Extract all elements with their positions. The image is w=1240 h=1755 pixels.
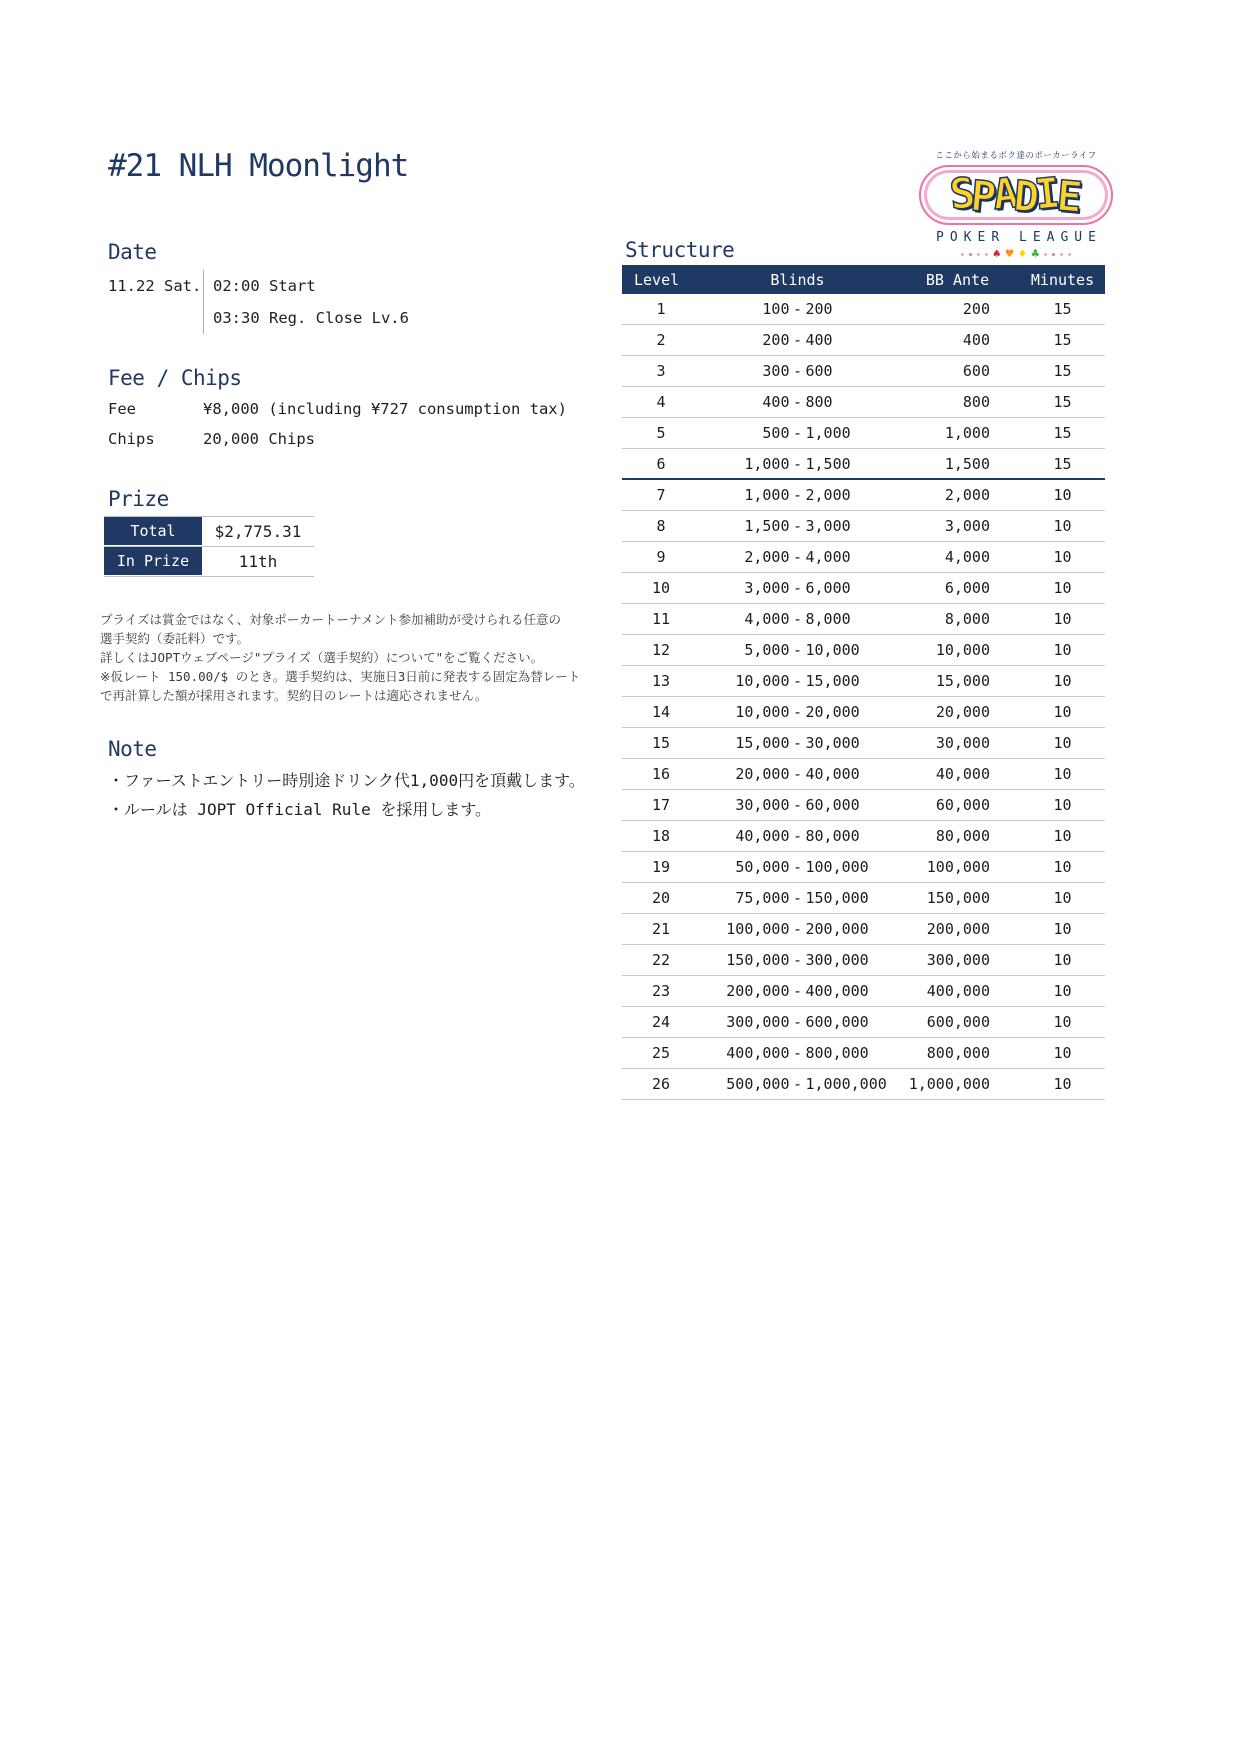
blinds-part: 4,000	[744, 610, 790, 628]
blinds-part: -	[792, 982, 803, 1000]
prize-row-inprize	[104, 547, 314, 577]
min-cell: 10	[1053, 889, 1072, 907]
logo-brand-letter: E	[1054, 170, 1084, 223]
min-cell: 15	[1053, 362, 1072, 380]
min-cell: 15	[1053, 424, 1072, 442]
blinds-part: 30,000	[735, 796, 790, 814]
structure-row	[622, 666, 1105, 697]
level-cell: 5	[656, 424, 666, 442]
level-cell: 1	[656, 300, 666, 318]
date-schedule-line: 03:30 Reg. Close Lv.6	[213, 309, 409, 327]
level-cell: 6	[656, 454, 666, 473]
blinds-part: 10,000	[735, 672, 790, 690]
structure-row	[622, 635, 1105, 666]
blinds-part: -	[792, 734, 803, 752]
ante-cell: 200,000	[926, 920, 990, 938]
prize-total-value: $2,775.31	[214, 522, 302, 541]
prize-total-label: Total	[104, 517, 202, 546]
logo-tagline: ここから始まるボク達のポーカーライフ	[935, 151, 1097, 161]
logo-subtitle: POKER LEAGUE	[936, 230, 1102, 245]
level-cell: 8	[656, 517, 666, 535]
level-cell: 3	[656, 362, 666, 380]
structure-row	[622, 1007, 1105, 1038]
ante-cell: 100,000	[926, 858, 990, 876]
level-cell: 4	[656, 393, 666, 411]
min-cell: 15	[1053, 454, 1072, 473]
structure-row	[622, 573, 1105, 604]
page-title: #21 NLH Moonlight	[108, 148, 409, 184]
blinds-cell	[700, 486, 895, 504]
section-structure	[622, 238, 1105, 1100]
blinds-part: -	[792, 300, 803, 318]
spade-icon: ♠	[992, 247, 1001, 262]
blinds-part: 600	[805, 362, 833, 380]
min-cell: 10	[1053, 517, 1072, 535]
blinds-part: 5,000	[744, 641, 790, 659]
prize-disclaimer	[100, 610, 580, 705]
disclaimer-line: ※仮レート 150.00/$ のとき。選手契約は、実施日3日前に発表する固定為替レート	[100, 669, 581, 684]
level-cell: 20	[651, 889, 671, 907]
blinds-part: -	[792, 920, 803, 938]
blinds-cell	[700, 424, 895, 442]
blinds-part: 40,000	[735, 827, 790, 845]
blinds-part: 200,000	[805, 920, 869, 938]
blinds-part: -	[792, 610, 803, 628]
structure-row	[622, 790, 1105, 821]
min-cell: 10	[1053, 610, 1072, 628]
level-cell: 2	[656, 331, 666, 349]
blinds-part: 20,000	[805, 703, 860, 721]
blinds-part: 500	[762, 424, 790, 442]
disclaimer-line: で再計算した額が採用されます。契約日のレートは適応されません。	[100, 688, 488, 703]
min-cell: 10	[1053, 1013, 1072, 1031]
heart-icon: ♥	[1005, 247, 1014, 262]
logo-brand-text	[947, 167, 1084, 223]
blinds-cell	[700, 889, 895, 907]
level-cell: 14	[651, 703, 671, 721]
min-cell: 10	[1053, 1075, 1072, 1093]
structure-row	[622, 759, 1105, 790]
blinds-cell	[700, 858, 895, 876]
prize-row-total	[104, 517, 314, 547]
min-cell: 10	[1053, 858, 1072, 876]
chips-value: 20,000 Chips	[203, 430, 315, 448]
structure-row	[622, 387, 1105, 418]
level-cell: 19	[651, 858, 671, 876]
logo-brand-letter: P	[969, 170, 999, 223]
blinds-part: -	[792, 362, 803, 380]
blinds-cell	[700, 765, 895, 783]
ante-cell: 40,000	[935, 765, 990, 783]
min-cell: 10	[1053, 982, 1072, 1000]
min-cell: 10	[1053, 951, 1072, 969]
prize-inprize-value: 11th	[238, 552, 278, 571]
blinds-part: 1,000,000	[805, 1075, 887, 1093]
blinds-part: 800,000	[805, 1044, 869, 1062]
structure-row	[622, 1069, 1105, 1100]
blinds-part: 200,000	[726, 982, 790, 1000]
blinds-part: -	[792, 393, 803, 411]
blinds-part: 200	[805, 300, 833, 318]
structure-row	[622, 542, 1105, 573]
structure-table-header	[622, 265, 1105, 294]
level-cell: 24	[651, 1013, 671, 1031]
blinds-part: -	[792, 579, 803, 597]
blinds-part: 300,000	[726, 1013, 790, 1031]
blinds-part: 75,000	[735, 889, 790, 907]
structure-row	[622, 945, 1105, 976]
structure-row	[622, 294, 1105, 325]
blinds-cell	[700, 610, 895, 628]
structure-row	[622, 325, 1105, 356]
blinds-part: -	[792, 548, 803, 566]
blinds-cell	[700, 827, 895, 845]
blinds-part: -	[792, 517, 803, 535]
blinds-part: 400	[805, 331, 833, 349]
blinds-part: 1,000	[744, 486, 790, 504]
level-cell: 11	[651, 610, 671, 628]
note-heading: Note	[108, 737, 157, 761]
note-item: ・ファーストエントリー時別途ドリンク代1,000円を頂戴します。	[108, 771, 585, 790]
blinds-part: -	[792, 951, 803, 969]
min-cell: 10	[1053, 734, 1072, 752]
level-cell: 25	[651, 1044, 671, 1062]
blinds-part: 400	[762, 393, 790, 411]
ante-cell: 400	[962, 331, 990, 349]
ante-cell: 30,000	[935, 734, 990, 752]
ante-cell: 200	[962, 300, 990, 318]
ante-cell: 1,000,000	[908, 1075, 990, 1093]
blinds-part: -	[792, 486, 803, 504]
logo-brand-letter: D	[1011, 170, 1042, 223]
blinds-part: -	[792, 454, 803, 473]
blinds-part: 400,000	[805, 982, 869, 1000]
blinds-part: -	[792, 796, 803, 814]
min-cell: 15	[1053, 393, 1072, 411]
logo-brand-letter: S	[947, 167, 978, 220]
logo-brand-letter: I	[1032, 167, 1063, 220]
blinds-cell	[700, 1044, 895, 1062]
structure-row	[622, 852, 1105, 883]
min-cell: 10	[1053, 548, 1072, 566]
blinds-part: -	[792, 331, 803, 349]
column-header-minutes: Minutes	[1030, 270, 1095, 289]
date-row	[108, 270, 409, 334]
blinds-part: -	[792, 858, 803, 876]
structure-row	[622, 1038, 1105, 1069]
blinds-part: 500,000	[726, 1075, 790, 1093]
ante-cell: 1,500	[944, 454, 990, 473]
blinds-part: 40,000	[805, 765, 860, 783]
min-cell: 10	[1053, 641, 1072, 659]
blinds-part: -	[792, 703, 803, 721]
level-cell: 15	[651, 734, 671, 752]
level-cell: 13	[651, 672, 671, 690]
blinds-part: 80,000	[805, 827, 860, 845]
ante-cell: 20,000	[935, 703, 990, 721]
blinds-part: -	[792, 641, 803, 659]
blinds-part: 2,000	[744, 548, 790, 566]
ante-cell: 3,000	[944, 517, 990, 535]
blinds-part: 8,000	[805, 610, 851, 628]
structure-row	[622, 914, 1105, 945]
chips-row	[108, 428, 567, 450]
blinds-part: 1,500	[744, 517, 790, 535]
section-date	[108, 240, 409, 334]
blinds-part: 300,000	[805, 951, 869, 969]
note-items	[108, 766, 585, 824]
blinds-part: -	[792, 672, 803, 690]
blinds-part: 1,500	[805, 454, 851, 473]
blinds-part: -	[792, 1044, 803, 1062]
level-cell: 26	[651, 1075, 671, 1093]
blinds-part: 2,000	[805, 486, 851, 504]
blinds-part: 800	[805, 393, 833, 411]
min-cell: 10	[1053, 703, 1072, 721]
min-cell: 10	[1053, 827, 1072, 845]
blinds-part: -	[792, 827, 803, 845]
blinds-cell	[700, 982, 895, 1000]
level-cell: 10	[651, 579, 671, 597]
fee-chips-heading: Fee / Chips	[108, 366, 242, 390]
ante-cell: 800	[962, 393, 990, 411]
blinds-cell	[700, 703, 895, 721]
level-cell: 9	[656, 548, 666, 566]
structure-row	[622, 511, 1105, 542]
logo-brand-letter: A	[990, 167, 1021, 220]
prize-heading: Prize	[108, 487, 169, 511]
min-cell: 10	[1053, 579, 1072, 597]
disclaimer-line: 選手契約（委託料）です。	[100, 631, 250, 646]
blinds-part: 6,000	[805, 579, 851, 597]
structure-row	[622, 604, 1105, 635]
blinds-part: 150,000	[726, 951, 790, 969]
blinds-part: 60,000	[805, 796, 860, 814]
ante-cell: 10,000	[935, 641, 990, 659]
blinds-cell	[700, 579, 895, 597]
blinds-part: 4,000	[805, 548, 851, 566]
blinds-part: 3,000	[744, 579, 790, 597]
blinds-part: 3,000	[805, 517, 851, 535]
date-schedule-line: 02:00 Start	[213, 277, 316, 295]
ante-cell: 600,000	[926, 1013, 990, 1031]
blinds-part: 10,000	[805, 641, 860, 659]
ante-cell: 4,000	[944, 548, 990, 566]
ante-cell: 300,000	[926, 951, 990, 969]
blinds-cell	[700, 1075, 895, 1093]
section-note	[108, 737, 585, 824]
column-header-level: Level	[634, 270, 680, 289]
diamond-icon: ♦	[1018, 247, 1027, 262]
section-prize	[108, 487, 314, 577]
blinds-cell	[700, 951, 895, 969]
ante-cell: 60,000	[935, 796, 990, 814]
min-cell: 10	[1053, 486, 1072, 504]
min-cell: 15	[1053, 331, 1072, 349]
fee-value: ¥8,000 (including ¥727 consumption tax)	[203, 400, 567, 418]
blinds-part: 150,000	[805, 889, 869, 907]
disclaimer-line: 詳しくはJOPTウェブページ"プライズ（選手契約）について"をご覧ください。	[100, 650, 544, 665]
logo-ring	[919, 165, 1113, 225]
note-item: ・ルールは JOPT Official Rule を採用します。	[108, 800, 492, 819]
structure-row	[622, 728, 1105, 759]
chips-label: Chips	[108, 430, 155, 448]
blinds-cell	[700, 672, 895, 690]
blinds-part: 15,000	[735, 734, 790, 752]
fee-label: Fee	[108, 400, 136, 418]
min-cell: 10	[1053, 1044, 1072, 1062]
ante-cell: 600	[962, 362, 990, 380]
blinds-part: 100,000	[805, 858, 869, 876]
ante-cell: 8,000	[944, 610, 990, 628]
prize-table	[104, 516, 314, 577]
min-cell: 10	[1053, 672, 1072, 690]
blinds-part: 100,000	[726, 920, 790, 938]
blinds-part: 200	[762, 331, 790, 349]
blinds-part: 15,000	[805, 672, 860, 690]
blinds-cell	[700, 641, 895, 659]
structure-row	[622, 449, 1105, 480]
level-cell: 12	[651, 641, 671, 659]
structure-heading: Structure	[625, 238, 735, 262]
date-heading: Date	[108, 240, 157, 264]
structure-row	[622, 821, 1105, 852]
blinds-cell	[700, 1013, 895, 1031]
blinds-part: -	[792, 765, 803, 783]
level-cell: 7	[656, 486, 666, 504]
club-icon: ♣	[1031, 247, 1040, 262]
structure-row	[622, 697, 1105, 728]
min-cell: 15	[1053, 300, 1072, 318]
prize-inprize-label: In Prize	[104, 547, 202, 576]
structure-row	[622, 883, 1105, 914]
min-cell: 10	[1053, 920, 1072, 938]
blinds-part: 30,000	[805, 734, 860, 752]
blinds-part: 10,000	[735, 703, 790, 721]
ante-cell: 400,000	[926, 982, 990, 1000]
level-cell: 21	[651, 920, 671, 938]
blinds-cell	[700, 362, 895, 380]
column-header-bbante: BB Ante	[925, 270, 990, 289]
date-schedule	[203, 270, 409, 334]
blinds-part: -	[792, 424, 803, 442]
structure-table	[622, 265, 1105, 1100]
blinds-part: -	[792, 889, 803, 907]
blinds-cell	[700, 300, 895, 318]
structure-table-body	[622, 294, 1105, 1100]
structure-row	[622, 976, 1105, 1007]
level-cell: 22	[651, 951, 671, 969]
blinds-part: 1,000	[805, 424, 851, 442]
ante-cell: 15,000	[935, 672, 990, 690]
blinds-cell	[700, 517, 895, 535]
level-cell: 23	[651, 982, 671, 1000]
blinds-part: 600,000	[805, 1013, 869, 1031]
ante-cell: 80,000	[935, 827, 990, 845]
ante-cell: 2,000	[944, 486, 990, 504]
blinds-cell	[700, 393, 895, 411]
blinds-part: 300	[762, 362, 790, 380]
blinds-cell	[700, 734, 895, 752]
ante-cell: 6,000	[944, 579, 990, 597]
level-cell: 18	[651, 827, 671, 845]
blinds-part: 400,000	[726, 1044, 790, 1062]
fee-row	[108, 398, 567, 420]
structure-row	[622, 356, 1105, 387]
level-cell: 16	[651, 765, 671, 783]
ante-cell: 150,000	[926, 889, 990, 907]
level-cell: 17	[651, 796, 671, 814]
ante-cell: 800,000	[926, 1044, 990, 1062]
blinds-part: 1,000	[744, 454, 790, 473]
blinds-part: 100	[762, 300, 790, 318]
structure-row	[622, 480, 1105, 511]
min-cell: 10	[1053, 796, 1072, 814]
blinds-part: 50,000	[735, 858, 790, 876]
blinds-cell	[700, 548, 895, 566]
blinds-part: 20,000	[735, 765, 790, 783]
blinds-cell	[700, 796, 895, 814]
section-fee-chips	[108, 366, 567, 450]
blinds-part: -	[792, 1075, 803, 1093]
column-header-blinds: Blinds	[770, 270, 825, 289]
structure-row	[622, 418, 1105, 449]
ante-cell: 1,000	[944, 424, 990, 442]
blinds-part: -	[792, 1013, 803, 1031]
blinds-cell	[700, 920, 895, 938]
min-cell: 10	[1053, 765, 1072, 783]
date-day: 11.22 Sat.	[108, 277, 202, 295]
blinds-cell	[700, 331, 895, 349]
blinds-cell	[700, 455, 895, 473]
disclaimer-line: プライズは賞金ではなく、対象ポーカートーナメント参加補助が受けられる任意の	[100, 612, 562, 627]
